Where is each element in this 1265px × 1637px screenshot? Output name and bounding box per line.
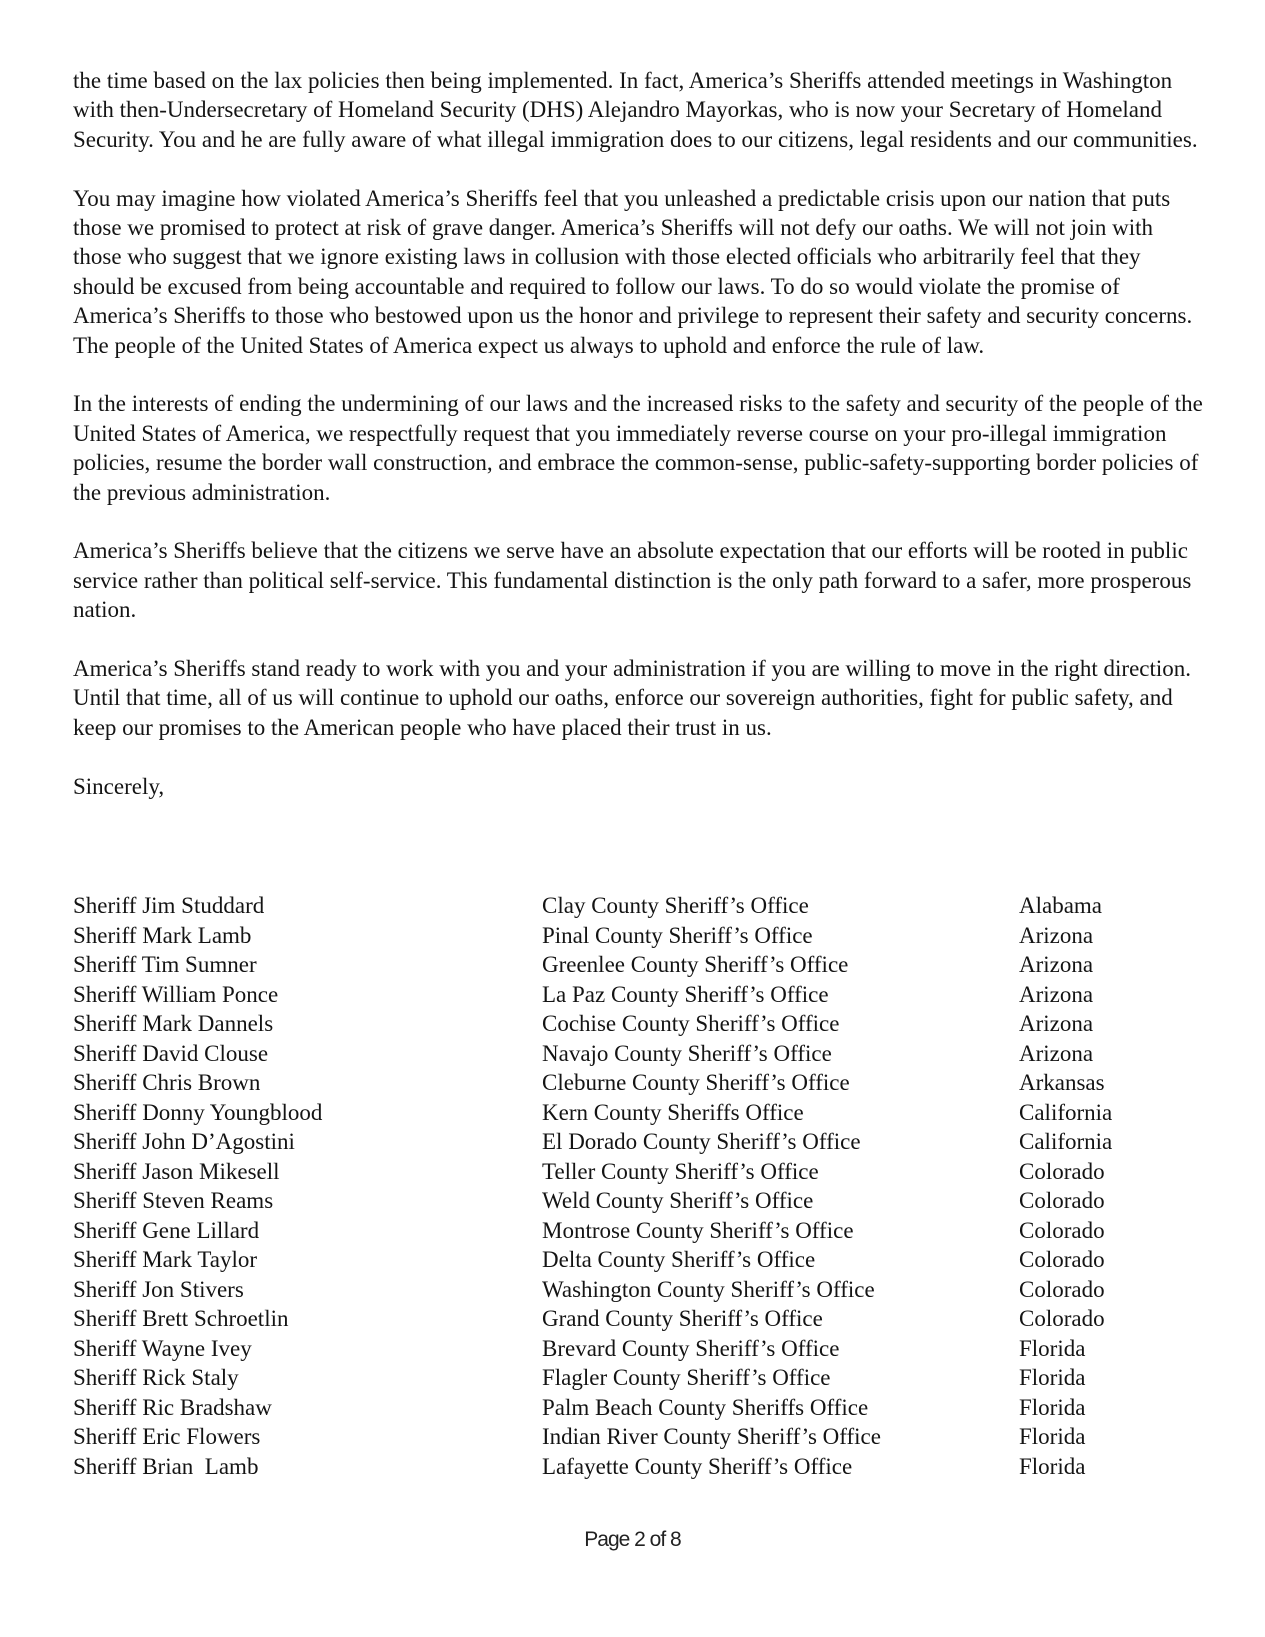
sheriff-office: Flagler County Sheriff’s Office	[542, 1365, 831, 1390]
signatory-row	[73, 1186, 1203, 1216]
sheriff-name: Sheriff Eric Flowers	[73, 1424, 261, 1449]
signatory-row	[73, 1422, 1203, 1452]
sheriff-office: Greenlee County Sheriff’s Office	[542, 952, 849, 977]
signatory-row	[73, 1098, 1203, 1128]
signatory-row	[73, 1216, 1203, 1246]
signatory-row	[73, 921, 1203, 951]
sheriff-state: Arizona	[1019, 922, 1094, 948]
sheriff-name: Sheriff Jason Mikesell	[73, 1158, 280, 1184]
sheriff-state: Colorado	[1019, 1247, 1105, 1272]
sheriff-name: Sheriff Tim Sumner	[73, 952, 257, 977]
sheriff-state: Colorado	[1019, 1276, 1105, 1302]
sheriff-office: La Paz County Sheriff’s Office	[542, 981, 829, 1007]
sheriff-state: Arizona	[1019, 1011, 1094, 1036]
body-paragraph: America’s Sheriffs believe that the citizens we serve have an absolute expectation that our efforts will be rooted in public service rather than political self-service. This fundamental distinction is the only path forward to a safer, more prosperous nation.	[73, 538, 1192, 623]
sheriff-office: Grand County Sheriff’s Office	[542, 1306, 823, 1331]
sheriff-office: Cleburne County Sheriff’s Office	[542, 1070, 850, 1095]
signatory-row	[73, 1068, 1203, 1098]
sheriff-office: Montrose County Sheriff’s Office	[542, 1217, 854, 1243]
sheriff-name: Sheriff Wayne Ivey	[73, 1335, 252, 1361]
sheriff-name: Sheriff David Clouse	[73, 1040, 269, 1066]
sheriff-office: Clay County Sheriff’s Office	[542, 893, 809, 918]
body-paragraph: America’s Sheriffs stand ready to work with you and your administration if you are willing to move in the right direction. Until that time, all of us will continue to uphold our oaths, enforce our sovereign authorities, fight for public safety, and keep our promises to the American people who have placed their trust in us.	[73, 656, 1192, 740]
signatory-row	[73, 1304, 1203, 1334]
sheriff-name: Sheriff Brian Lamb	[73, 1453, 259, 1479]
closing-salutation: Sincerely,	[73, 773, 165, 799]
sheriff-name: Sheriff Brett Schroetlin	[73, 1306, 289, 1331]
sheriff-state: Colorado	[1019, 1306, 1105, 1331]
sheriff-state: Colorado	[1019, 1217, 1105, 1243]
sheriff-office: Navajo County Sheriff’s Office	[542, 1040, 832, 1066]
sheriff-office: Palm Beach County Sheriffs Office	[542, 1394, 869, 1420]
sheriff-name: Sheriff Jon Stivers	[73, 1276, 244, 1302]
signatory-list	[73, 891, 1203, 1481]
signatory-row	[73, 1393, 1203, 1423]
sheriff-name: Sheriff Mark Lamb	[73, 922, 252, 948]
page-number: Page 2 of 8	[584, 1528, 681, 1551]
sheriff-state: Colorado	[1019, 1158, 1105, 1184]
sheriff-state: Arizona	[1019, 952, 1094, 977]
sheriff-state: Alabama	[1019, 893, 1103, 918]
body-paragraph: You may imagine how violated America’s Sheriffs feel that you unleashed a predictable crisis upon our nation that puts those we promised to protect at risk of grave danger. America’s Sheriffs will not defy our oaths. We will not join with those who suggest that we ignore existing laws in collusion with those elected officials who arbitrarily feel that they should be excused from being accountable and required to follow our laws. To do so would violate the promise of America’s Sheriffs to those who bestowed upon us the honor and privilege to represent their safety and security concerns. The people of the United States of America expect us always to uphold and enforce the rule of law.	[73, 185, 1193, 358]
signatory-row	[73, 1039, 1203, 1069]
sheriff-name: Sheriff Rick Staly	[73, 1365, 239, 1390]
sheriff-state: Florida	[1019, 1394, 1086, 1420]
sheriff-name: Sheriff Jim Studdard	[73, 893, 265, 918]
signatory-row	[73, 1127, 1203, 1157]
sheriff-state: Arizona	[1019, 1040, 1094, 1066]
sheriff-state: California	[1019, 1099, 1113, 1125]
signatory-row	[73, 1245, 1203, 1275]
sheriff-name: Sheriff Gene Lillard	[73, 1217, 260, 1243]
sheriff-office: Cochise County Sheriff’s Office	[542, 1011, 840, 1036]
sheriff-state: Florida	[1019, 1424, 1086, 1449]
sheriff-office: Brevard County Sheriff’s Office	[542, 1335, 840, 1361]
signatory-row	[73, 950, 1203, 980]
signatory-row	[73, 1157, 1203, 1187]
sheriff-state: Florida	[1019, 1365, 1086, 1390]
sheriff-state: Arkansas	[1019, 1070, 1105, 1095]
sheriff-office: El Dorado County Sheriff’s Office	[542, 1129, 861, 1154]
letter-body	[73, 66, 1203, 830]
sheriff-office: Teller County Sheriff’s Office	[542, 1158, 819, 1184]
sheriff-state: California	[1019, 1129, 1113, 1154]
sheriff-name: Sheriff Ric Bradshaw	[73, 1394, 272, 1420]
signatory-row	[73, 891, 1203, 921]
sheriff-name: Sheriff Donny Youngblood	[73, 1099, 323, 1125]
sheriff-office: Indian River County Sheriff’s Office	[542, 1424, 881, 1449]
signatory-row	[73, 1334, 1203, 1364]
sheriff-office: Pinal County Sheriff’s Office	[542, 922, 813, 948]
sheriff-state: Florida	[1019, 1453, 1086, 1479]
sheriff-office: Weld County Sheriff’s Office	[542, 1188, 814, 1213]
sheriff-name: Sheriff Mark Dannels	[73, 1011, 274, 1036]
sheriff-office: Kern County Sheriffs Office	[542, 1099, 804, 1125]
sheriff-office: Washington County Sheriff’s Office	[542, 1276, 875, 1302]
signatory-row	[73, 1009, 1203, 1039]
signatory-row	[73, 1452, 1203, 1482]
signatory-row	[73, 1275, 1203, 1305]
sheriff-state: Colorado	[1019, 1188, 1105, 1213]
body-paragraph: In the interests of ending the undermining of our laws and the increased risks to the safety and security of the people of the United States of America, we respectfully request that you immediately reverse course on your pro-illegal immigration policies, resume the border wall construction, and embrace the common-sense, public-safety-supporting border policies of the previous administration.	[73, 391, 1203, 505]
sheriff-name: Sheriff John D’Agostini	[73, 1129, 295, 1154]
signatory-row	[73, 1363, 1203, 1393]
sheriff-name: Sheriff William Ponce	[73, 981, 279, 1007]
sheriff-state: Florida	[1019, 1335, 1086, 1361]
sheriff-office: Delta County Sheriff’s Office	[542, 1247, 816, 1272]
sheriff-office: Lafayette County Sheriff’s Office	[542, 1453, 853, 1479]
sheriff-name: Sheriff Mark Taylor	[73, 1247, 258, 1272]
body-paragraph: the time based on the lax policies then being implemented. In fact, America’s Sheriffs attended meetings in Washington with then-Undersecretary of Homeland Security (DHS) Alejandro Mayorkas, who is now your Secretary of Homeland Security. You and he are fully aware of what illegal immigration does to our citizens, legal residents and our communities.	[73, 68, 1198, 152]
sheriff-state: Arizona	[1019, 981, 1094, 1007]
sheriff-name: Sheriff Chris Brown	[73, 1070, 261, 1095]
signatory-row	[73, 980, 1203, 1010]
sheriff-name: Sheriff Steven Reams	[73, 1188, 274, 1213]
